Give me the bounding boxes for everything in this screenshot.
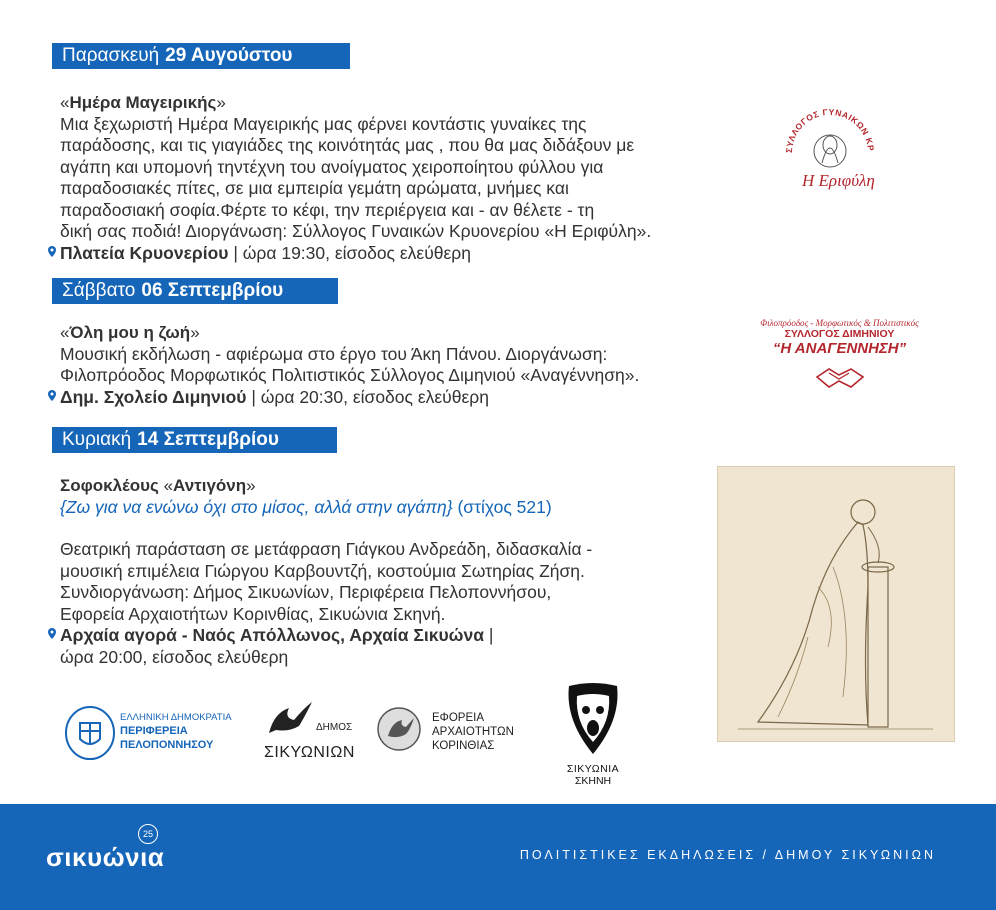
footer [0, 804, 996, 910]
event-location [60, 387, 639, 409]
region-line2: ΠΕΡΙΦΕΡΕΙΑ [120, 725, 188, 737]
date-bar-3 [52, 427, 337, 453]
day-label: Σάββατο [62, 280, 136, 301]
coin-icon [376, 706, 422, 752]
location-pin-icon [48, 390, 56, 401]
footer-text: ΠΟΛΙΤΙΣΤΙΚΕΣ ΕΚΔΗΛΩΣΕΙΣ / ΔΗΜΟΥ ΣΙΚΥΩΝΙΩΝ [519, 848, 936, 862]
date-label: 06 Σεπτεμβρίου [141, 280, 284, 301]
event-description: Μια ξεχωριστή Ημέρα Μαγειρικής μας φέρνει κοντάστις γυναίκες της παράδοσης, και τις γιαγιάδες της κοινότητάς μας , που θα μας διδάξουν με αγάπη και υπομονή τηντέχνη του ανοίγματος χειροποίητου φύλλου για παραδοσιακές πίτες, σε μια εμπειρία γεμάτη αρώματα, μνήμες και παραδοσιακή σοφία.Φέρτε το κέφι, την περιέργεια και - αν θέλετε - τη δική σας ποδιά! Διοργάνωση: Σύλλογος Γυναικών Κρυονερίου «Η Εριφύλη». [60, 113, 652, 241]
erifyli-ring-text: ΣΥΛΛΟΓΟΣ ΓΥΝΑΙΚΩΝ ΚΡ [783, 106, 877, 154]
dimos-line2: ΣΙΚΥΩΝΙΩΝ [264, 744, 355, 761]
anagennisi-line2: ΣΥΛΛΟΓΟΣ ΔΙΜΗΝΙΟΥ [784, 328, 895, 340]
footer-brand: σικυώνια [46, 842, 165, 872]
skini-line1: ΣΙΚΥΩΝΙΑ [566, 763, 620, 775]
date-label: 29 Αυγούστου [165, 45, 293, 66]
anagennisi-logo [752, 318, 927, 408]
footer-badge: 25 [138, 824, 158, 844]
anagennisi-line1: Φιλοπρόοδος - Μορφωτικός & Πολιτιστικός [760, 318, 919, 328]
day-label: Κυριακή [62, 429, 132, 450]
eforeia-line1: ΕΦΟΡΕΙΑ [432, 712, 484, 724]
date-bar-1 [52, 43, 350, 69]
greek-emblem-icon [64, 705, 116, 761]
event-quote: {Ζω για να ενώνω όχι στο μίσος, αλλά στην αγάπη} (στίχος 521) [60, 496, 552, 517]
event-description: Μουσική εκδήλωση - αφιέρωμα στο έργο του Άκη Πάνου. Διοργάνωση: Φιλοπρόοδος Μορφωτικός Πολιτιστικός Σύλλογος Διμηνιού «Αναγέννηση». [60, 343, 640, 385]
dimos-logo [264, 698, 356, 768]
event-time-2: ώρα 20:00, είσοδος ελεύθερη [60, 646, 289, 667]
event-title: «Όλη μου η ζωή» [60, 323, 200, 342]
location-name: Πλατεία Κρυονερίου [60, 242, 229, 263]
pegasus-icon [264, 698, 314, 738]
antigone-illustration [717, 466, 955, 742]
day-label: Παρασκευή [62, 45, 160, 66]
anagennisi-name: “Η ΑΝΑΓΕΝΝΗΣΗ” [772, 340, 907, 357]
eforeia-line3: ΚΟΡΙΝΘΙΑΣ [432, 740, 495, 752]
location-pin-icon [48, 246, 56, 257]
handshake-icon [815, 359, 865, 395]
location-name: Δημ. Σχολείο Διμηνιού [60, 386, 247, 407]
antigone-figure-icon [718, 467, 954, 741]
event-1 [60, 92, 651, 264]
event-3 [60, 475, 592, 668]
erifyli-logo [780, 103, 880, 198]
date-bar-2 [52, 278, 338, 304]
eforeia-logo [376, 706, 536, 760]
event-location [60, 625, 592, 647]
region-line1: ΕΛΛΗΝΙΚΗ ΔΗΜΟΚΡΑΤΙΑ [120, 712, 232, 723]
dimos-line1: ΔΗΜΟΣ [316, 722, 353, 733]
eforeia-line2: ΑΡΧΑΙΟΤΗΤΩΝ [432, 726, 514, 738]
location-pin-icon [48, 628, 56, 639]
region-line3: ΠΕΛΟΠΟΝΝΗΣΟΥ [120, 739, 214, 751]
event-location [60, 243, 651, 265]
location-name: Αρχαία αγορά - Ναός Απόλλωνος, Αρχαία Σικυώνα [60, 625, 484, 645]
date-label: 14 Σεπτεμβρίου [137, 429, 279, 450]
region-logo [64, 705, 254, 761]
skini-logo [556, 680, 630, 790]
event-time: | ώρα 20:30, είσοδος ελεύθερη [246, 386, 489, 407]
event-2 [60, 322, 639, 408]
erifyli-name: Η Εριφύλη [802, 171, 875, 190]
event-title: Σοφοκλέους «Αντιγόνη» [60, 476, 256, 495]
event-title: «Ημέρα Μαγειρικής» [60, 93, 226, 112]
skini-line2: ΣΚΗΝΗ [574, 775, 612, 787]
theatre-mask-icon [563, 680, 623, 758]
event-description: Θεατρική παράσταση σε μετάφραση Γιάγκου Ανδρεάδη, διδασκαλία - μουσική επιμέλεια Γιώργου Καρβουντζή, κοστούμια Σωτηρίας Ζήση. Συνδιοργάνωση: Δήμος Σικυωνίων, Περιφέρεια Πελοποννήσου, Εφορεία Αρχαιοτήτων Κορινθίας, Σικυώνια Σκηνή. [60, 539, 593, 624]
event-time: | ώρα 19:30, είσοδος ελεύθερη [228, 242, 471, 263]
event-time: | [483, 625, 494, 645]
svg-text:ΣΥΛΛΟΓΟΣ ΓΥΝΑΙΚΩΝ ΚΡΥΟΝΕΡΙΟΥ [780, 103, 876, 153]
